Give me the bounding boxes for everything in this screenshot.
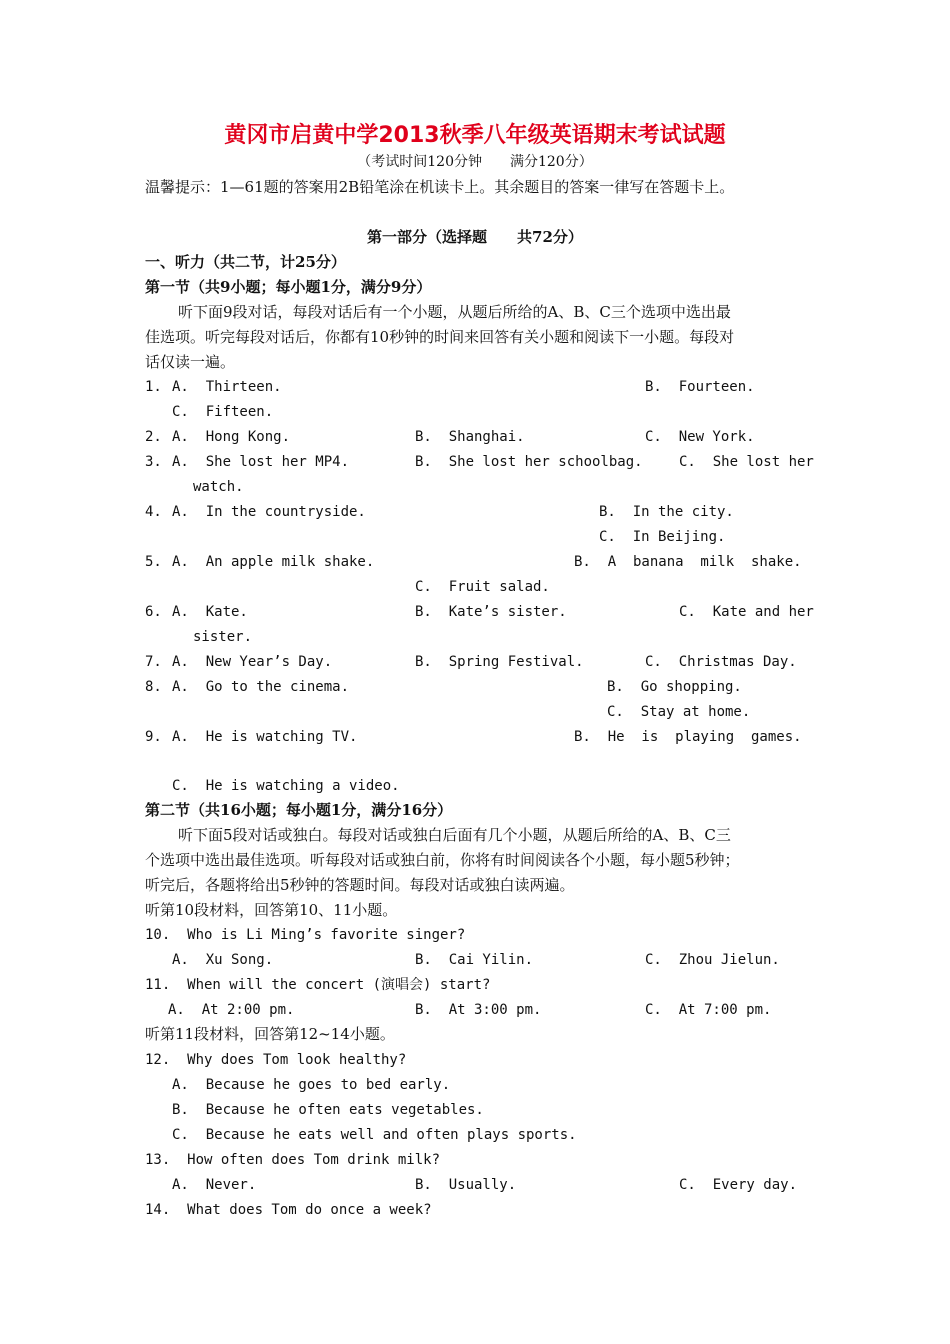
section2-heading: 第二节（共16小题；每小题1分，满分16分）: [145, 801, 453, 819]
option-c: C. He is watching a video.: [172, 778, 400, 794]
option-b: B. Usually.: [415, 1177, 517, 1193]
option-c: C. New York.: [645, 429, 755, 445]
listening-heading: 一、听力（共二节，计25分）: [145, 253, 346, 271]
option-c-continued: sister.: [193, 629, 253, 645]
section1-instruction-line: 听下面9段对话，每段对话后有一个小题，从题后所给的A、B、C三个选项中选出最: [178, 303, 731, 321]
option-b: B. Spring Festival.: [415, 654, 584, 670]
option-b: B. She lost her schoolbag.: [415, 454, 643, 470]
option-c: C. Kate and her: [679, 604, 814, 620]
section1-instruction-line: 佳选项。听完每段对话后，你都有10秒钟的时间来回答有关小题和阅读下一小题。每段对: [145, 328, 735, 346]
section1-heading: 第一节（共9小题；每小题1分，满分9分）: [145, 278, 432, 296]
question-number: 2.: [145, 429, 162, 445]
question-stem: 13. How often does Tom drink milk?: [145, 1152, 441, 1168]
option-b: B. In the city.: [599, 504, 734, 520]
option-c: C. Zhou Jielun.: [645, 952, 780, 968]
option-c: C. Christmas Day.: [645, 654, 797, 670]
question-number: 7.: [145, 654, 162, 670]
option-a: A. At 2:00 pm.: [168, 1002, 295, 1018]
section2-instruction-line: 个选项中选出最佳选项。听每段对话或独白前，你将有时间阅读各个小题，每小题5秒钟；: [145, 851, 740, 869]
option-b: B. Shanghai.: [415, 429, 525, 445]
exam-notice: 温馨提示：1—61题的答案用2B铅笔涂在机读卡上。其余题目的答案一律写在答题卡上。: [145, 178, 735, 196]
option-b: B. A banana milk shake.: [574, 554, 802, 570]
option-c: C. At 7:00 pm.: [645, 1002, 772, 1018]
option-c: C. In Beijing.: [599, 529, 726, 545]
section1-instruction-line: 话仅读一遍。: [145, 353, 236, 371]
question-number: 3.: [145, 454, 162, 470]
option-a: A. He is watching TV.: [172, 729, 358, 745]
option-a: A. She lost her MP4.: [172, 454, 350, 470]
option-a: A. An apple milk shake.: [172, 554, 375, 570]
question-number: 8.: [145, 679, 162, 695]
option-a: A. Hong Kong.: [172, 429, 291, 445]
question-number: 4.: [145, 504, 162, 520]
option-a: A. Go to the cinema.: [172, 679, 350, 695]
part1-heading: 第一部分（选择题 共72分）: [367, 228, 583, 246]
option-a: A. New Year’s Day.: [172, 654, 333, 670]
option-a: A. Because he goes to bed early.: [172, 1077, 451, 1093]
option-a: A. In the countryside.: [172, 504, 366, 520]
section2-instruction-line: 听完后，各题将给出5秒钟的答题时间。每段对话或独白读两遍。: [145, 876, 575, 894]
option-b: B. Because he often eats vegetables.: [172, 1102, 484, 1118]
page-title: 黄冈市启黄中学2013秋季八年级英语期末考试试题: [224, 123, 726, 148]
question-stem: 10. Who is Li Ming’s favorite singer?: [145, 927, 466, 943]
option-b: B. He is playing games.: [574, 729, 802, 745]
option-c: C. Because he eats well and often plays sports.: [172, 1127, 577, 1143]
section2-instruction-line: 听下面5段对话或独白。每段对话或独白后面有几个小题，从题后所给的A、B、C三: [178, 826, 731, 844]
option-c-continued: watch.: [193, 479, 244, 495]
question-number: 5.: [145, 554, 162, 570]
option-b: B. Cai Yilin.: [415, 952, 534, 968]
question-number: 1.: [145, 379, 162, 395]
option-b: B. Kate’s sister.: [415, 604, 567, 620]
option-a: A. Thirteen.: [172, 379, 282, 395]
option-c: C. Fifteen.: [172, 404, 274, 420]
exam-subtitle: （考试时间120分钟 满分120分）: [357, 154, 593, 170]
option-a: A. Xu Song.: [172, 952, 274, 968]
option-b: B. Go shopping.: [607, 679, 742, 695]
option-a: A. Kate.: [172, 604, 248, 620]
question-number: 6.: [145, 604, 162, 620]
question-stem: 14. What does Tom do once a week?: [145, 1202, 432, 1218]
option-c: C. Stay at home.: [607, 704, 751, 720]
material-11-instruction: 听第11段材料，回答第12~14小题。: [145, 1025, 395, 1043]
option-c: C. She lost her: [679, 454, 814, 470]
option-a: A. Never.: [172, 1177, 257, 1193]
option-b: B. At 3:00 pm.: [415, 1002, 542, 1018]
option-c: C. Every day.: [679, 1177, 798, 1193]
option-b: B. Fourteen.: [645, 379, 755, 395]
question-stem: 11. When will the concert (演唱会) start?: [145, 977, 491, 993]
question-number: 9.: [145, 729, 162, 745]
material-10-instruction: 听第10段材料，回答第10、11小题。: [145, 901, 398, 919]
option-c: C. Fruit salad.: [415, 579, 550, 595]
question-stem: 12. Why does Tom look healthy?: [145, 1052, 407, 1068]
